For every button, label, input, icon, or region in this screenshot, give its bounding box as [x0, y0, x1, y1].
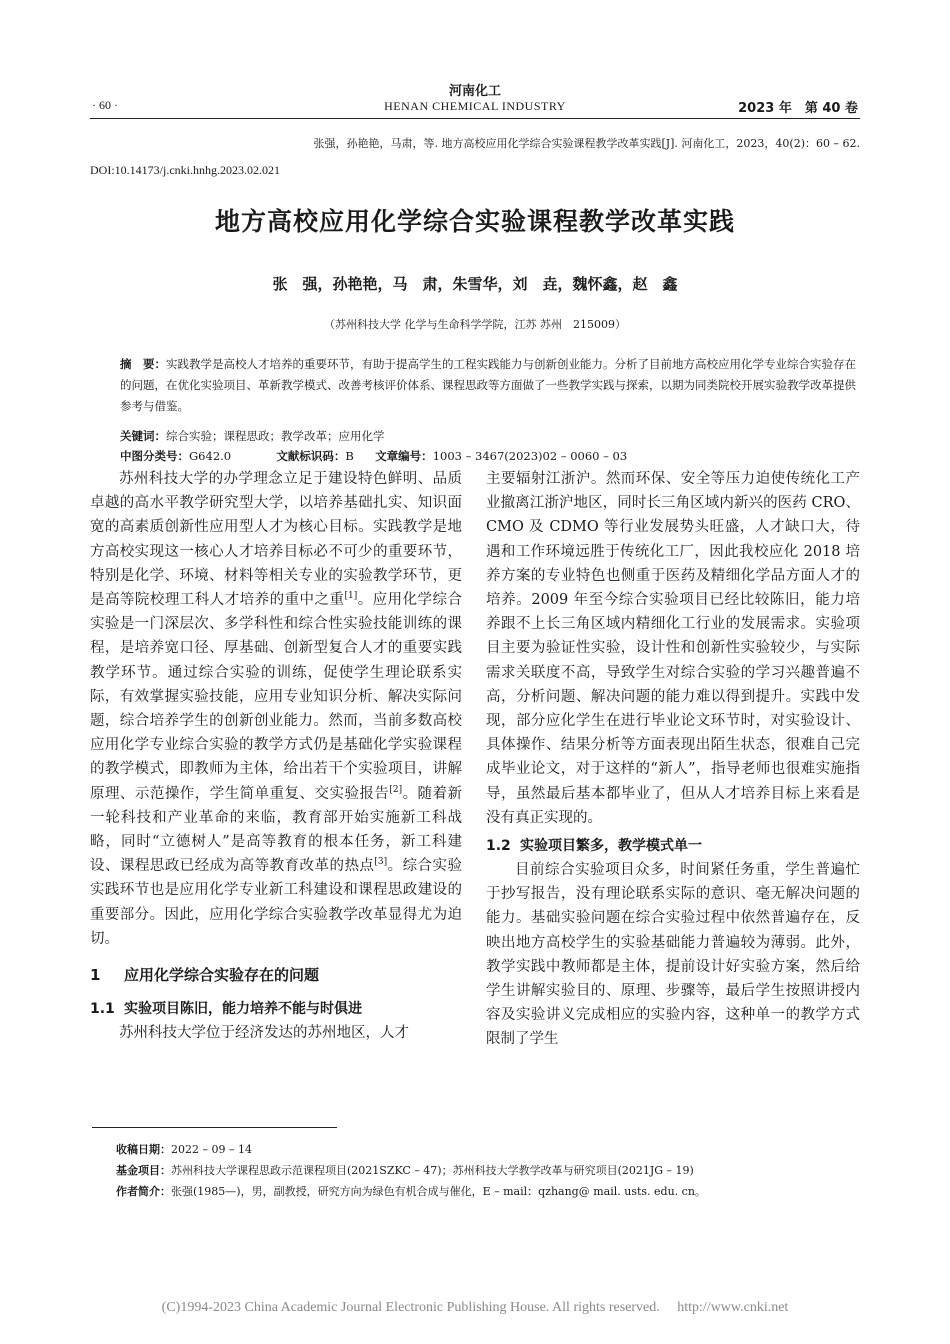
section-1-number: 1 — [90, 966, 101, 985]
reference-3[interactable]: [3] — [374, 857, 388, 868]
doc-code-value: B — [345, 449, 354, 463]
page-number: · 60 · — [92, 98, 118, 112]
article-no-value: 1003 – 3467(2023)02 – 0060 – 03 — [432, 449, 628, 463]
section-1-1-title: 实验项目陈旧，能力培养不能与时俱进 — [124, 1001, 362, 1018]
citation: 张强，孙艳艳，马肃，等. 地方高校应用化学综合实验课程教学改革实践[J]. 河南化工，2023，40(2)：60 – 62. — [313, 137, 860, 150]
abstract-label: 摘 要： — [120, 357, 166, 371]
right-paragraph-2: 目前综合实验项目众多，时间紧任务重，学生普遍忙于抄写报告，没有理论联系实际的意识、毫无解决问题的能力。基础实验问题在综合实验过程中依然普遍存在，反映出地方高校学生的实验基础能力普遍较为薄弱。此外，教学实践中教师都是主体，提前设计好实验方案，然后给学生讲解实验目的、原理、步骤等，最后学生按照讲授内容及实验讲义完成相应的实验内容，这种单一的教学方式限制了学生 — [486, 862, 860, 1048]
section-1-2-number: 1.2 — [486, 838, 511, 855]
right-column — [486, 467, 860, 1052]
intro-text-4: 。综合实验实践环节也是应用化学专业新工科建设和课程思政建设的重要部分。因此，应用化学综合实验教学改革显得尤为迫切。 — [90, 858, 462, 947]
fund-label: 基金项目： — [116, 1164, 171, 1177]
author-list: 张 强，孙艳艳，马 肃，朱雪华，刘 垚，魏怀鑫，赵 鑫 — [272, 275, 678, 293]
right-paragraph-1: 主要辐射江浙沪。然而环保、安全等压力迫使传统化工产业撤离江浙沪地区，同时长三角区域内新兴的医药 CRO、CMO 及 CDMO 等行业发展势头旺盛，人才缺口大，待遇和工作环境远胜于传统化工厂，因此我校应化 2018 培养方案的专业特色也侧重于医药及精细化学品方面人才的培养。2009 年至今综合实验项目已经比较陈旧，能力培养跟不上长三角区域内精细化工行业的发展需求。实验项目主要为验证性实验，设计性和创新性实验较少，与实际需求关联度不高，导致学生对综合实验的学习兴趣普遍不高，分析问题、解决问题的能力难以得到提升。实践中发现，部分应化学生在进行毕业论文环节时，对实验设计、具体操作、结果分析等方面表现出陌生状态，很难自己完成毕业论文，对于这样的“新人”，指导老师也很难实施指导，虽然最后基本都毕业了，但从人才培养目标上来看是没有真正实现的。 — [486, 471, 860, 826]
header-rule — [90, 118, 860, 119]
doc-code-label: 文献标识码： — [276, 449, 346, 463]
clc-value: G642.0 — [189, 449, 232, 463]
keywords-label: 关键词： — [120, 429, 166, 443]
section-1-1-heading — [90, 997, 462, 1021]
received-value: 2022 – 09 – 14 — [171, 1143, 252, 1156]
affiliation: （苏州科技大学 化学与生命科学学院，江苏 苏州 215009） — [324, 318, 626, 331]
copyright-notice: (C)1994-2023 China Academic Journal Electronic Publishing House. All rights reserved. http://www.cnki.net — [161, 1300, 789, 1315]
abstract-text: 实践教学是高校人才培养的重要环节，有助于提高学生的工程实践能力与创新创业能力。分析了目前地方高校应用化学专业综合实验存在的问题，在优化实验项目、革新教学模式、改善考核评价体系、课程思政等方面做了一些教学实践与探索，以期为同类院校开展实验教学改革提供参考与借鉴。 — [120, 357, 856, 413]
paper-title: 地方高校应用化学综合实验课程教学改革实践 — [214, 207, 735, 236]
intro-text-2: 。应用化学综合实验是一门深层次、多学科性和综合性实验技能训练的课程，是培养宽口径、厚基础、创新型复合人才的重要实践教学环节。通过综合实验的训练，促使学生理论联系实际，有效掌握实验技能，应用专业知识分析、解决实际问题，综合培养学生的创新创业能力。然而，当前多数高校应用化学专业综合实验的教学方式仍是基础化学实验课程的教学模式，即教师为主体，给出若干个实验项目，讲解原理、示范操作，学生简单重复、交实验报告 — [90, 592, 462, 802]
footnote-rule — [92, 1127, 337, 1128]
received-date — [116, 1140, 876, 1160]
section-1-1-number: 1.1 — [90, 1001, 115, 1018]
section-1-heading — [90, 963, 462, 987]
left-column — [90, 467, 462, 1045]
issue-info: 2023 年 第 40 卷 — [738, 101, 858, 116]
keywords — [120, 426, 860, 446]
journal-name-cn: 河南化工 — [448, 84, 501, 99]
fund-info — [116, 1161, 876, 1181]
classification-line — [120, 446, 860, 466]
reference-2[interactable]: [2] — [389, 784, 403, 795]
keywords-text: 综合实验；课程思政；教学改革；应用化学 — [166, 429, 385, 443]
received-label: 收稿日期： — [116, 1143, 171, 1156]
reference-1[interactable]: [1] — [344, 591, 358, 602]
fund-value: 苏州科技大学课程思政示范课程项目(2021SZKC – 47)；苏州科技大学教学改革与研究项目(2021JG – 19) — [171, 1164, 694, 1177]
author-bio-value: 张强(1985—)，男，副教授，研究方向为绿色有机合成与催化，E – mail：qzhang@ mail. usts. edu. cn。 — [171, 1185, 706, 1198]
journal-name-en: HENAN CHEMICAL INDUSTRY — [384, 99, 566, 113]
section-1-1-paragraph: 苏州科技大学位于经济发达的苏州地区，人才 — [119, 1025, 409, 1042]
doi[interactable]: DOI:10.14173/j.cnki.hnhg.2023.02.021 — [90, 163, 280, 177]
article-no-label: 文章编号： — [375, 449, 433, 463]
abstract — [120, 354, 860, 417]
intro-text-1: 苏州科技大学的办学理念立足于建设特色鲜明、品质卓越的高水平教学研究型大学，以培养基础扎实、知识面宽的高素质创新性应用型人才为核心目标。实践教学是地方高校实现这一核心人才培养目标必不可少的重要环节，特别是化学、环境、材料等相关专业的实验教学环节，更是高等院校理工科人才培养的重中之重 — [90, 471, 462, 609]
section-1-2-heading — [486, 834, 860, 858]
intro-text-3: 。随着新一轮科技和产业革命的来临，教育部开始实施新工科战略，同时“立德树人”是高等教育的根本任务，新工科建设、课程思政已经成为高等教育改革的热点 — [90, 785, 462, 875]
intro-paragraph — [90, 467, 462, 951]
author-bio — [116, 1182, 876, 1202]
clc-label: 中图分类号： — [120, 449, 189, 463]
section-1-title: 应用化学综合实验存在的问题 — [124, 966, 320, 985]
author-bio-label: 作者简介： — [116, 1185, 171, 1198]
section-1-2-title: 实验项目繁多，教学模式单一 — [520, 838, 702, 855]
